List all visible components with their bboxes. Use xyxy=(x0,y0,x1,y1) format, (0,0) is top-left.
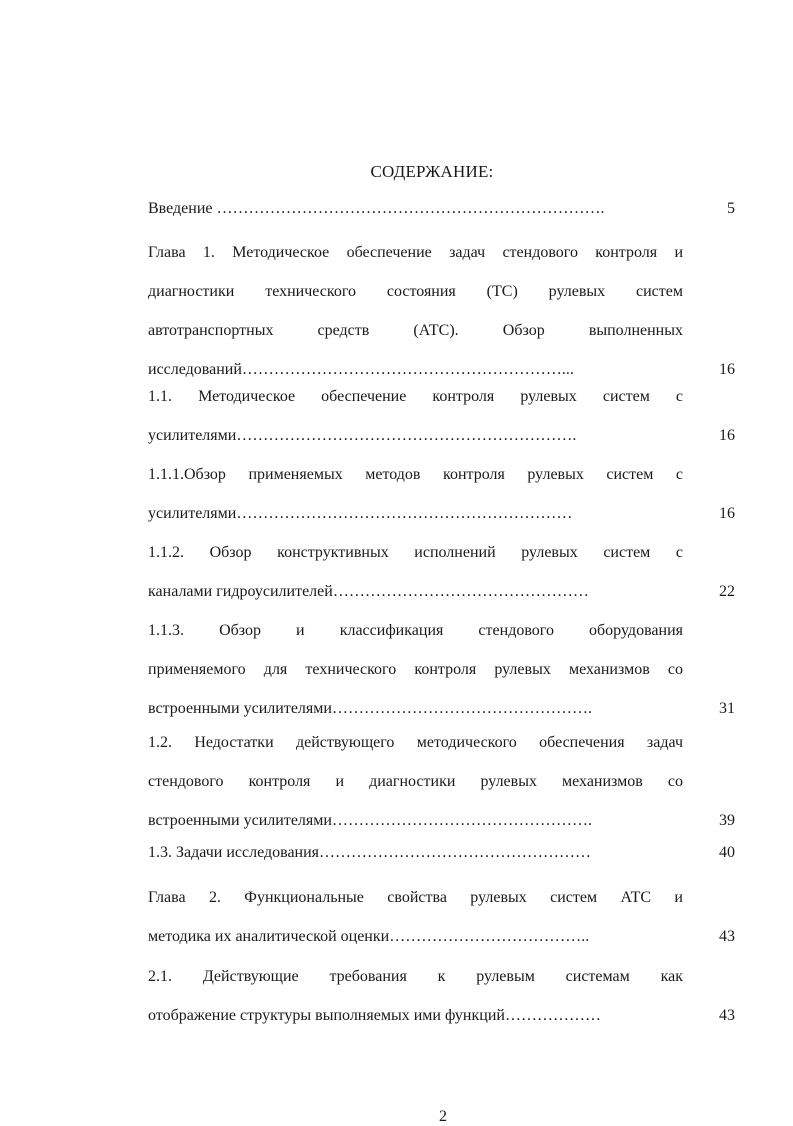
toc-line: 1.2. Недостатки действующего методического обеспечения задач xyxy=(148,734,683,751)
toc-page-number: 40 xyxy=(719,844,735,861)
toc-line: автотранспортных средств (АТС). Обзор выполненных xyxy=(148,322,683,339)
toc-line: Глава 2. Функциональные свойства рулевых систем АТС и xyxy=(148,889,683,906)
toc-line: каналами гидроусилителей………………………………………… xyxy=(148,583,589,600)
toc-entry-chapter-2 xyxy=(148,878,735,956)
toc-line: 1.1.1.Обзор применяемых методов контроля рулевых систем с xyxy=(148,466,683,483)
toc-entry-introduction xyxy=(148,189,735,228)
toc-line: 1.1.3. Обзор и классификация стендового оборудования xyxy=(148,622,683,639)
toc-line: Глава 1. Методическое обеспечение задач стендового контроля и xyxy=(148,244,683,261)
toc-line: 1.1.2. Обзор конструктивных исполнений рулевых систем с xyxy=(148,544,683,561)
toc-page-number: 16 xyxy=(719,361,735,378)
toc-entry-1-2 xyxy=(148,723,735,840)
toc-page-number: 16 xyxy=(719,505,735,522)
toc-entry-1-1-3 xyxy=(148,611,735,728)
toc-line: Введение ………………………………………………………………. xyxy=(148,200,605,217)
toc-entry-1-1-2 xyxy=(148,533,735,611)
toc-page-number: 39 xyxy=(719,812,735,829)
toc-line: стендового контроля и диагностики рулевых механизмов со xyxy=(148,773,683,790)
page-number: 2 xyxy=(439,1108,447,1125)
toc-line: усилителями………………………………………………………. xyxy=(148,427,577,444)
toc-line: встроенными усилителями…………………………………………. xyxy=(148,700,592,717)
toc-line: 2.1. Действующие требования к рулевым системам как xyxy=(148,968,683,985)
toc-line: диагностики технического состояния (ТС) рулевых систем xyxy=(148,283,683,300)
toc-entry-chapter-1 xyxy=(148,233,735,389)
toc-page-number: 16 xyxy=(719,427,735,444)
toc-entry-1-3 xyxy=(148,833,735,872)
toc-line: усилителями……………………………………………………… xyxy=(148,505,573,522)
toc-page-number: 5 xyxy=(727,200,735,217)
toc-entry-2-1 xyxy=(148,957,735,1035)
toc-page-number: 43 xyxy=(719,928,735,945)
toc-line: 1.1. Методическое обеспечение контроля рулевых систем с xyxy=(148,388,683,405)
toc-title: СОДЕРЖАНИЕ: xyxy=(370,162,494,181)
toc-line: отображение структуры выполняемых ими функций……………… xyxy=(148,1007,601,1024)
toc-page-number: 22 xyxy=(719,583,735,600)
toc-page-number: 43 xyxy=(719,1007,735,1024)
toc-line: применяемого для технического контроля рулевых механизмов со xyxy=(148,661,683,678)
toc-line: встроенными усилителями…………………………………………. xyxy=(148,812,592,829)
toc-entry-1-1-1 xyxy=(148,455,735,533)
toc-line: методика их аналитической оценки……………………………….. xyxy=(148,928,590,945)
toc-line: 1.3. Задачи исследования…………………………………………… xyxy=(148,844,592,861)
toc-entry-1-1 xyxy=(148,377,735,455)
toc-line: исследований……………………………………………………... xyxy=(148,361,574,378)
toc-page-number: 31 xyxy=(719,700,735,717)
